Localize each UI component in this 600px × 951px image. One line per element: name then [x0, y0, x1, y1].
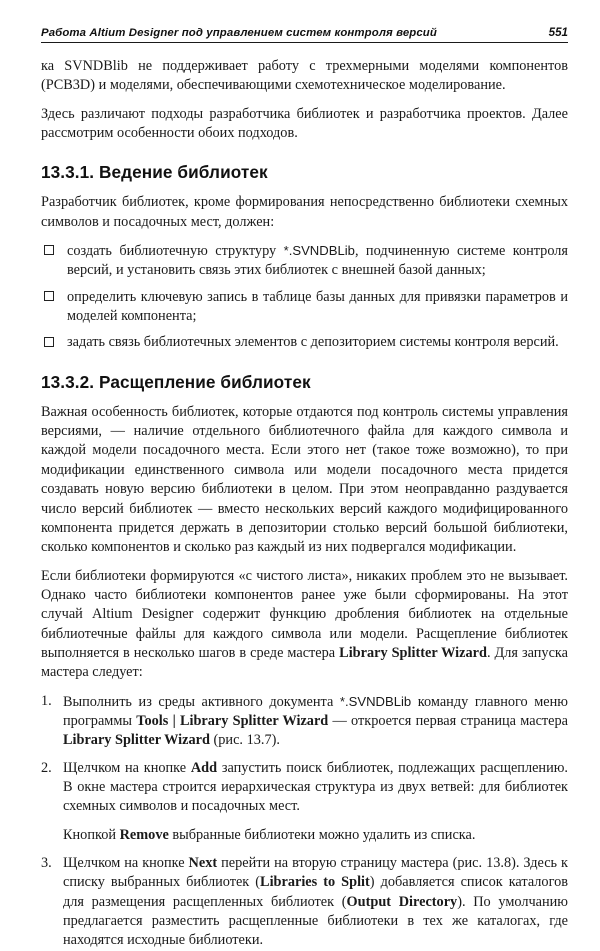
list-item	[41, 288, 568, 327]
square-bullet-icon	[44, 245, 54, 255]
step-text-c: ) добавляется список каталогов для размещения расщепленных библиотек (	[63, 874, 568, 910]
paragraph-section-2-2-text-a: Если библиотеки формируются «с чистого листа», никаких проблем это не вызывает. Однако часто библиотеки компонентов ранее уже были сформированы. На этот случай Altium Designer содержит функцию дробления библиотек на отдельные библиотечные файлы для каждого символа или модели. Расщепление библиотек выполняется в несколько шагов в среде мастера	[41, 567, 568, 661]
step-marker: 1.	[41, 692, 52, 709]
paragraph-section-2-2-text-b: . Для запуска мастера следует:	[41, 644, 569, 681]
list-item-text-pre: определить ключевую запись в таблице базы данных для привязки параметров и моделей компонента;	[67, 288, 568, 325]
paragraph-intro-2-text: Здесь различают подходы разработчика библиотек и разработчика проектов. Далее рассмотрим особенности обоих подходов.	[41, 105, 568, 142]
list-item	[41, 241, 568, 281]
remove-note-text-b: выбранные библиотеки можно удалить из списка.	[168, 826, 476, 843]
paragraph-section-2-1-text: Важная особенность библиотек, которые отдаются под контроль системы управления версиями, — наличие отдельного библиотечного файла для каждого символа и каждой модели посадочного места. Если этого нет (такое тоже возможно), то при модификации единственного символа или модели посадочного места придется создавать новую версию библиотеки в целом. При этом неоправданно раздувается число версий библиотек — вместо нескольких версий каждого модифицированного компонента придется держать в депозитории столько версий большой библиотеки, сколько компонентов и сколько раз каждый из них подвергался модификации.	[41, 403, 568, 556]
paragraph-section-2-2	[41, 567, 568, 683]
paragraph-intro-1-text: ка SVNDBlib не поддерживает работу с трехмерными моделями компонентов (PCB3D) и моделями, обеспечивающими схемотехническое моделирование.	[41, 58, 568, 94]
paragraph-section-1-lead-text: Разработчик библиотек, кроме формирования непосредственно библиотеки схемных символов и посадочных мест, должен:	[41, 194, 568, 230]
remove-note-text-a: Кнопкой	[63, 826, 120, 843]
list-item	[41, 759, 568, 845]
step-text-b: запустить поиск библиотек, подлежащих расщеплению. В окне мастера строится иерархическая структура из двух ветвей: для библиотек схемных символов и посадочных мест.	[63, 759, 568, 815]
add-button-emphasis: Add	[190, 759, 218, 776]
step-marker: 3.	[41, 855, 52, 871]
next-button-emphasis: Next	[188, 855, 218, 871]
list-item	[41, 854, 568, 951]
libraries-to-split-emphasis: Libraries to Split	[260, 874, 370, 891]
page-number: 551	[548, 26, 568, 39]
list-item	[41, 333, 568, 352]
step-text-a: Выполнить из среды активного документа	[63, 693, 340, 710]
output-directory-emphasis: Output Directory	[346, 893, 458, 910]
step-text-b: команду главного меню программы	[63, 693, 568, 729]
heading-section-13-3-1: 13.3.1. Ведение библиотек	[41, 162, 268, 183]
library-file-extension: *.SVNDBLib	[339, 693, 412, 709]
paragraph-intro-1	[41, 57, 568, 96]
step-text-a: Щелчком на кнопке	[63, 855, 189, 871]
step-text-b: перейти на вторую страницу мастера (рис. 13.8). Здесь к списку выбранных библиотек (	[63, 855, 568, 891]
step-text-d: ). По умолчанию предлагается разместить расщепленные библиотеки в тех же каталогах, где находятся исходные библиотеки.	[63, 893, 568, 949]
square-bullet-icon	[44, 291, 54, 301]
library-file-extension: *.SVNDBLib	[283, 243, 355, 259]
step-text-a: Щелчком на кнопке	[63, 759, 191, 776]
list-item	[41, 692, 568, 751]
paragraph-section-2-1	[41, 403, 568, 558]
wizard-name-emphasis: Library Splitter Wizard	[63, 732, 210, 749]
wizard-steps-list	[41, 692, 568, 951]
step-text-c: — откроется первая страница мастера	[328, 712, 569, 729]
step-marker: 2.	[41, 759, 52, 776]
remove-button-emphasis: Remove	[119, 826, 169, 843]
list-item-text-pre: задать связь библиотечных элементов с депозиторием системы контроля версий.	[67, 334, 559, 351]
requirements-list	[41, 241, 568, 353]
page-content	[41, 57, 568, 951]
heading-section-13-3-2: 13.3.2. Расщепление библиотек	[41, 371, 311, 392]
list-item-text-pre: создать библиотечную структуру	[67, 243, 284, 260]
list-item-text-post: , подчиненную системе контроля версий, и установить связь этих библиотек с внешней базой данных;	[67, 243, 568, 279]
paragraph-section-1-lead	[41, 193, 568, 232]
page-header	[41, 26, 568, 43]
wizard-name-emphasis: Library Splitter Wizard	[339, 644, 487, 661]
header-title: Работа Altium Designer под управлением систем контроля версий	[41, 27, 437, 39]
square-bullet-icon	[44, 337, 54, 347]
remove-button-note	[63, 826, 568, 845]
step-text-d: (рис. 13.7).	[209, 732, 280, 749]
paragraph-intro-2	[41, 105, 568, 144]
menu-path-emphasis: Tools | Library Splitter Wizard	[136, 712, 329, 729]
